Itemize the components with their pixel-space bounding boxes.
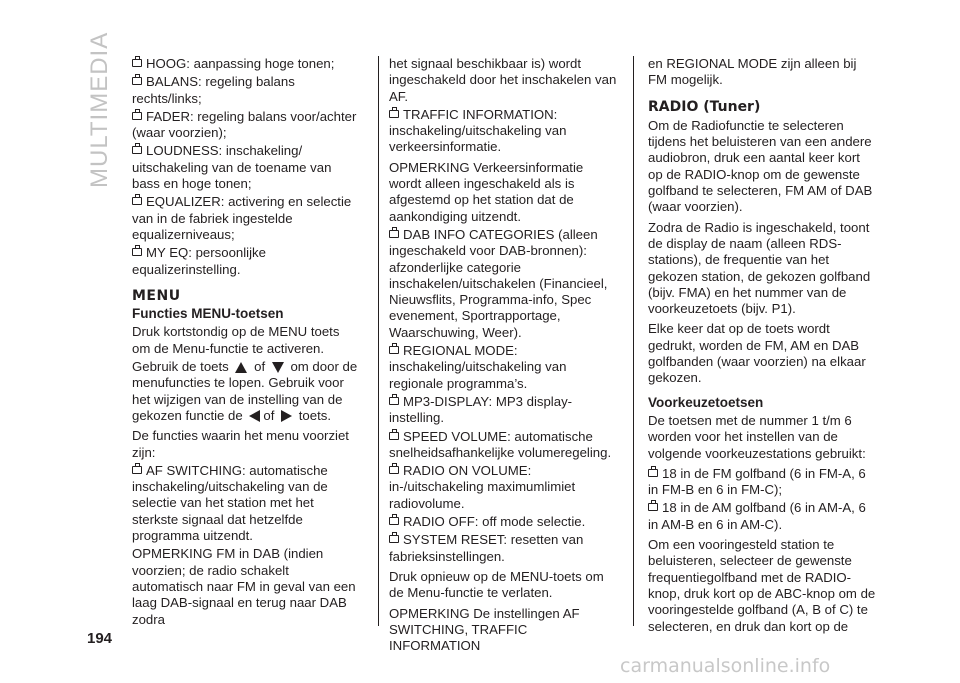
- bullet-text: BALANS: regeling balans rechts/links;: [132, 74, 295, 106]
- bullet-text: MP3-DISPLAY: MP3 display-instelling.: [389, 393, 573, 426]
- arrow-left-icon: [249, 410, 260, 422]
- bullet-text: 18 in de AM golfband (6 in AM-A, 6 in AM-B en 6 in AM-C).: [648, 500, 866, 532]
- bullet-text: HOOG: aanpassing hoge tonen;: [146, 56, 335, 71]
- bullet-text: RADIO ON VOLUME: in-/uitschakeling maximumlimiet radiovolume.: [389, 463, 576, 511]
- bullet-text: MY EQ: persoonlijke equalizerinstelling.: [132, 245, 266, 277]
- paragraph-with-arrows: Gebruik de toets of om door de menufuncties te lopen. Gebruik voor het wijzigen van de instelling van de gekozen functie de of toets.: [132, 359, 358, 423]
- bullet-item: [389, 463, 619, 512]
- bullet-item: [389, 227, 619, 341]
- subheading-functies: Functies MENU-toetsen: [132, 306, 284, 322]
- section-heading-menu: MENU: [132, 287, 181, 304]
- column-divider-2: [633, 56, 634, 626]
- bullet-item: [389, 532, 619, 565]
- bullet-item: [132, 143, 360, 192]
- paragraph: OPMERKING Verkeersinformatie wordt alleen ingeschakeld als is afgestemd op het station dat de aankondiging uitzendt.: [389, 159, 584, 224]
- bullet-item: [648, 500, 878, 533]
- bullet-icon: [389, 432, 399, 440]
- column-3: [648, 56, 878, 637]
- paragraph: De toetsen met de nummer 1 t/m 6 worden voor het instellen van de volgende voorkeuzestations gebruikt:: [648, 412, 866, 461]
- bullet-item: [389, 394, 619, 427]
- paragraph: Elke keer dat op de toets wordt gedrukt, worden de FM, AM en DAB golfbanden (waar voorzien) na elkaar gekozen.: [648, 321, 866, 386]
- bullet-text: AF SWITCHING: automatische inschakeling/uitschakeling van de selectie van het station met het sterkste signaal dat hetzelfde programma uitzendt.: [132, 462, 328, 544]
- page-number: 194: [87, 630, 113, 647]
- paragraph: OPMERKING FM in DAB (indien voorzien; de radio schakelt automatisch naar FM in geval van een laag DAB-signaal en terug naar DAB zodra: [132, 546, 356, 627]
- bullet-icon: [132, 59, 142, 67]
- section-heading-radio: RADIO (Tuner): [648, 98, 761, 115]
- bullet-text: SPEED VOLUME: automatische snelheidsafhankelijke volumeregeling.: [389, 428, 612, 460]
- paragraph: Druk kortstondig op de MENU toets om de Menu-functie te activeren.: [132, 324, 340, 356]
- paragraph: OPMERKING De instellingen AF SWITCHING, TRAFFIC INFORMATION: [389, 605, 580, 654]
- arrow-up-icon: [235, 362, 247, 373]
- paragraph: Druk opnieuw op de MENU-toets om de Menu-functie te verlaten.: [389, 568, 604, 601]
- bullet-icon: [132, 197, 142, 205]
- column-1: [132, 56, 360, 630]
- subheading-voorkeuzetoetsen: Voorkeuzetoetsen: [648, 394, 764, 410]
- bullet-icon: [389, 110, 399, 118]
- paragraph: Om de Radiofunctie te selecteren tijdens het beluisteren van een andere audiobron, druk een aantal keer kort op de RADIO-knop om de gewenste golfband te selecteren, FM AM of DAB (waar voorzien).: [648, 117, 873, 215]
- bullet-icon: [132, 146, 142, 154]
- bullet-icon: [389, 517, 399, 525]
- bullet-text: FADER: regeling balans voor/achter (waar voorzien);: [132, 108, 357, 141]
- bullet-item: [389, 514, 619, 530]
- bullet-icon: [389, 397, 399, 405]
- watermark: carmanualsonline.info: [620, 655, 831, 677]
- column-divider-1: [378, 56, 379, 626]
- bullet-icon: [389, 535, 399, 543]
- bullet-item: [648, 466, 878, 499]
- bullet-item: [132, 194, 360, 243]
- paragraph: Zodra de Radio is ingeschakeld, toont de display de naam (alleen RDS-stations), de frequentie van het gekozen station, de gekozen golfband (bijv. FMA) en het nummer van de voorkeuzetoets (bijv. P1).: [648, 219, 871, 317]
- bullet-icon: [648, 503, 658, 511]
- bullet-text: DAB INFO CATEGORIES (alleen ingeschakeld voor DAB-bronnen): afzonderlijke categorie inschakelen/uitschakelen (Financieel, Nieuwsflits, Programma-info, Spec evenement, Sportrapportage, Waarschuwing, Weer).: [389, 226, 608, 340]
- bullet-text: 18 in de FM golfband (6 in FM-A, 6 in FM-B en 6 in FM-C);: [648, 465, 866, 498]
- bullet-item: [132, 245, 360, 278]
- bullet-item: [132, 74, 360, 107]
- bullet-icon: [132, 466, 142, 474]
- bullet-text: EQUALIZER: activering en selectie van in de fabriek ingestelde equalizerniveaus;: [132, 194, 352, 242]
- bullet-item: [132, 56, 360, 72]
- bullet-text: REGIONAL MODE: inschakeling/uitschakeling van regionale programma’s.: [389, 343, 567, 391]
- section-side-title: [80, 31, 120, 190]
- bullet-icon: [389, 230, 399, 238]
- section-side-title-text: MULTIMEDIA: [86, 31, 113, 188]
- column-2: [389, 56, 619, 656]
- bullet-icon: [132, 248, 142, 256]
- bullet-item: [389, 429, 619, 462]
- bullet-text: LOUDNESS: inschakeling/ uitschakeling van de toename van bass en hoge tonen;: [132, 143, 332, 192]
- bullet-icon: [389, 466, 399, 474]
- bullet-text: SYSTEM RESET: resetten van fabrieksinstellingen.: [389, 532, 584, 564]
- paragraph: en REGIONAL MODE zijn alleen bij FM mogelijk.: [648, 56, 857, 88]
- arrow-right-icon: [281, 410, 292, 422]
- paragraph: Om een vooringesteld station te beluisteren, selecteer de gewenste frequentiegolfband met de RADIO-knop, druk kort op de ABC-knop om de vooringestelde golfband (A, B of C) te selecteren, en druk dan kort op de: [648, 537, 876, 634]
- bullet-icon: [648, 469, 658, 477]
- bullet-icon: [389, 346, 399, 354]
- arrow-down-icon: [272, 362, 284, 373]
- paragraph: De functies waarin het menu voorziet zijn:: [132, 428, 349, 460]
- bullet-item: [132, 109, 360, 142]
- bullet-icon: [132, 112, 142, 120]
- paragraph: het signaal beschikbaar is) wordt ingeschakeld door het inschakelen van AF.: [389, 56, 617, 104]
- bullet-text: TRAFFIC INFORMATION: inschakeling/uitschakeling van verkeersinformatie.: [389, 106, 567, 155]
- bullet-item: [132, 463, 360, 544]
- bullet-item: [389, 343, 619, 392]
- bullet-icon: [132, 77, 142, 85]
- bullet-item: [389, 107, 619, 156]
- bullet-text: RADIO OFF: off mode selectie.: [403, 514, 586, 530]
